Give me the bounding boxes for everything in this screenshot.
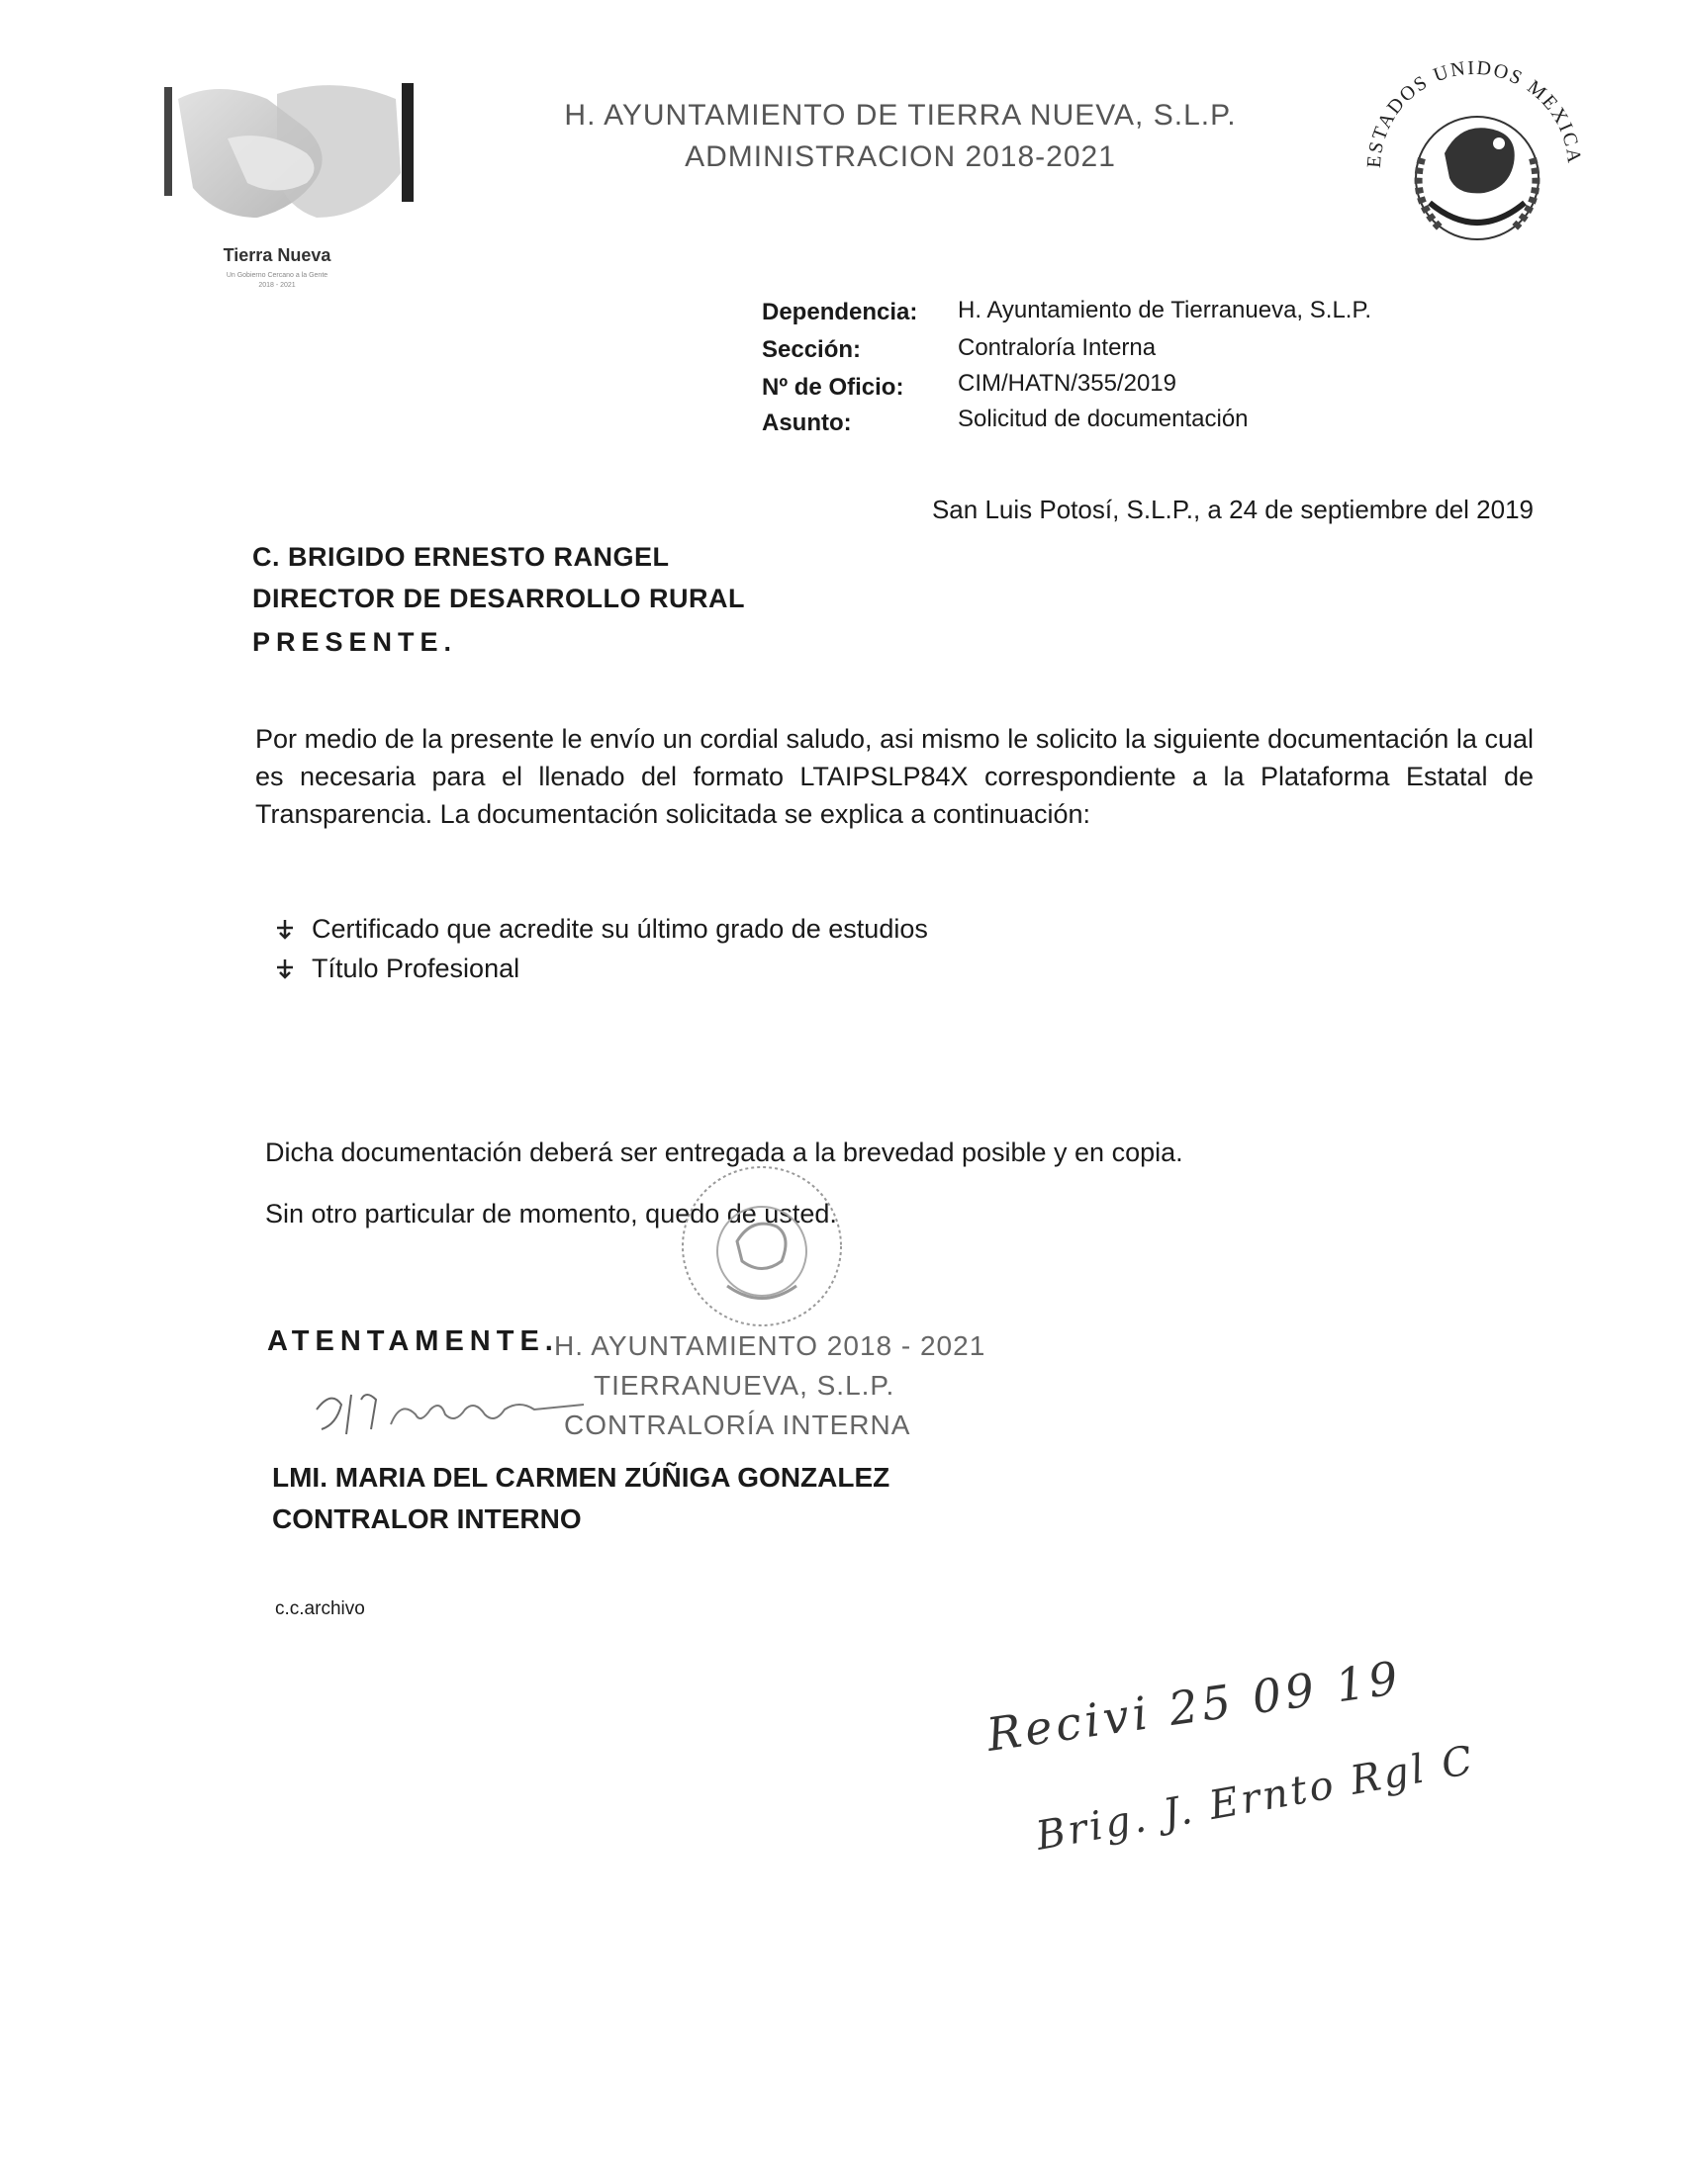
recipient-title: DIRECTOR DE DESARROLLO RURAL (252, 584, 746, 613)
eagle-seal-icon (1351, 30, 1598, 277)
asunto-label: Asunto: (762, 410, 852, 436)
list-item-text: Certificado que acredite su último grado de estudios (312, 914, 928, 944)
arrow-bullet-icon (274, 957, 296, 979)
recipient-name: C. BRIGIDO ERNESTO RANGEL (252, 542, 670, 572)
list-item (312, 954, 519, 984)
list-item (312, 914, 928, 945)
dependencia-label: Dependencia: (762, 299, 918, 325)
seccion-value: Contraloría Interna (958, 334, 1157, 361)
signer-title: CONTRALOR INTERNO (272, 1503, 582, 1534)
closing-farewell: Sin otro particular de momento, quedo de usted. (265, 1199, 837, 1228)
atentamente-label: ATENTAMENTE. (267, 1325, 559, 1357)
national-seal (1351, 30, 1598, 277)
logo-caption: Tierra Nueva (223, 245, 331, 265)
closing-delivery: Dicha documentación deberá ser entregada a la brevedad posible y en copia. (265, 1138, 1183, 1167)
header-administration: ADMINISTRACION 2018-2021 (685, 140, 1116, 173)
signature-icon (307, 1370, 594, 1449)
stamp-line-3: CONTRALORÍA INTERNA (564, 1410, 911, 1440)
seccion-label: Sección: (762, 336, 862, 363)
oficio-label: Nº de Oficio: (762, 374, 904, 401)
stamp-line-1: H. AYUNTAMIENTO 2018 - 2021 (554, 1330, 986, 1361)
dependencia-value: H. Ayuntamiento de Tierranueva, S.L.P. (958, 297, 1372, 323)
logo-slogan: Un Gobierno Cercano a la Gente (226, 272, 328, 279)
arrow-bullet-icon (274, 918, 296, 940)
list-item-text: Título Profesional (312, 954, 520, 983)
cc-archivo: c.c.archivo (275, 1598, 365, 1619)
handshake-icon (158, 69, 425, 247)
signer-name: LMI. MARIA DEL CARMEN ZÚÑIGA GONZALEZ (272, 1462, 890, 1493)
recipient-presente: PRESENTE. (252, 627, 458, 657)
body-paragraph: Por medio de la presente le envío un cordial saludo, asi mismo le solicito la siguiente documentación la cual es necesaria para el llenado del formato LTAIPSLP84X correspondiente a la Plataforma Estatal de Transparencia. La documentación solicitada se explica a continuación: (255, 724, 1534, 829)
logo-years: 2018 - 2021 (258, 282, 296, 289)
receipt-line-1: Recivi 25 09 19 (983, 1650, 1405, 1762)
logo-subtitle (158, 271, 396, 291)
receipt-line-2: Brig. J. Ernto Rgl C. (1032, 1735, 1474, 1860)
date-line: San Luis Potosí, S.L.P., a 24 de septiembre del 2019 (931, 495, 1534, 524)
official-stamp-seal (673, 1157, 851, 1335)
stamp-line-2: TIERRANUEVA, S.L.P. (594, 1370, 895, 1401)
asunto-value: Solicitud de documentación (958, 406, 1249, 432)
seal-text: ESTADOS UNIDOS MEXICA (1362, 56, 1586, 169)
stamp-eagle-icon (673, 1157, 851, 1335)
handwritten-signature (307, 1370, 594, 1449)
handwritten-receipt (980, 1642, 1474, 1889)
header-title: H. AYUNTAMIENTO DE TIERRA NUEVA, S.L.P. (564, 99, 1237, 132)
oficio-value: CIM/HATN/355/2019 (958, 370, 1176, 397)
